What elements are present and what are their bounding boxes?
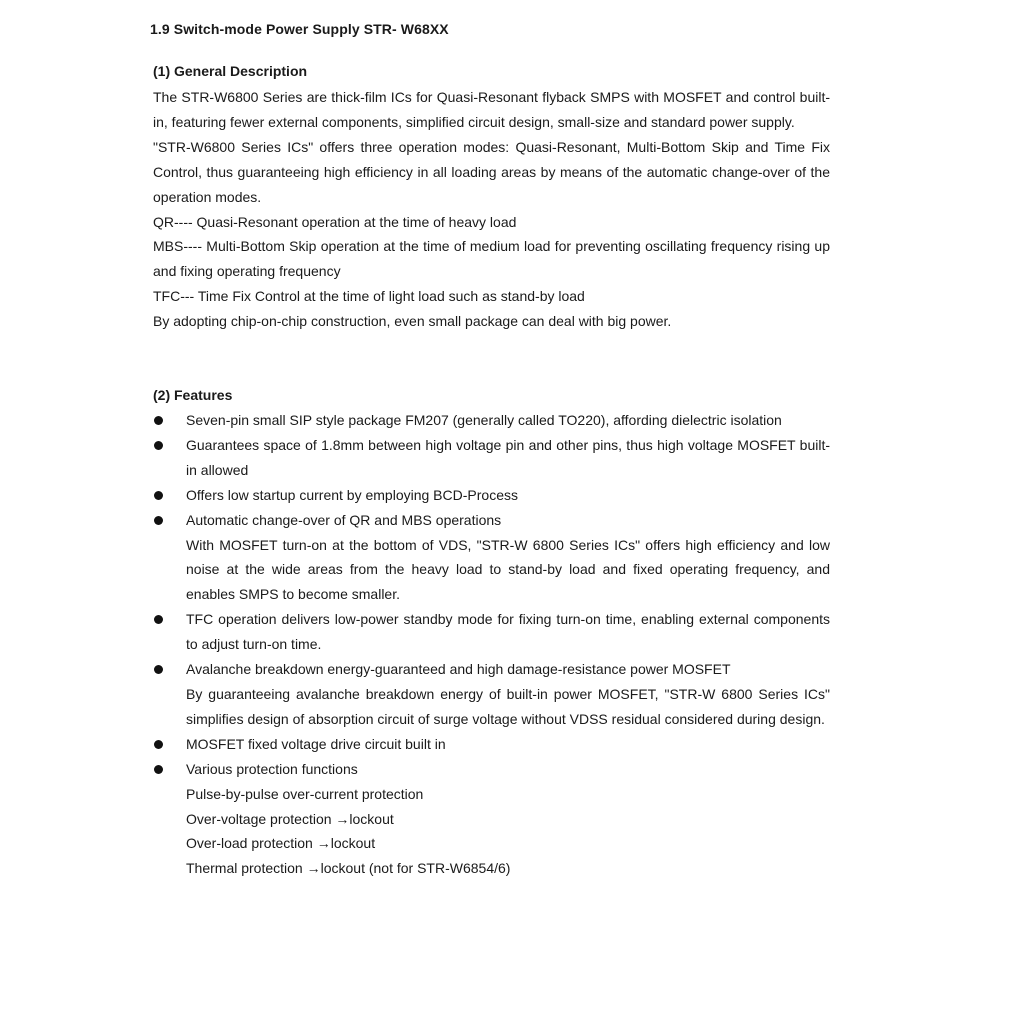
bullet-icon: [154, 516, 163, 525]
feature-item: [153, 483, 830, 508]
bullet-icon: [154, 665, 163, 674]
feature-text: Seven-pin small SIP style package FM207 (generally called TO220), affording dielectric isolation: [186, 412, 782, 428]
bullet-icon: [154, 441, 163, 450]
feature-text: Automatic change-over of QR and MBS operations: [186, 511, 502, 528]
paragraph-mbs-mode: MBS---- Multi-Bottom Skip operation at the time of medium load for preventing oscillating frequency rising up and fixing operating frequency: [153, 238, 830, 280]
bullet-icon: [154, 416, 163, 425]
paragraph-operation-modes: "STR-W6800 Series ICs" offers three operation modes: Quasi-Resonant, Multi-Bottom Skip and Time Fix Control, thus guaranteeing high efficiency in all loading areas by means of the automatic change-over of the operation modes.: [153, 138, 830, 205]
page-title: 1.9 Switch-mode Power Supply STR- W68XX: [150, 21, 449, 37]
feature-item: [153, 732, 830, 757]
features-list: [153, 408, 830, 881]
bullet-icon: [154, 740, 163, 749]
feature-text: Guarantees space of 1.8mm between high voltage pin and other pins, thus high voltage MOSFET built-in allowed: [186, 436, 830, 478]
feature-text: Various protection functions: [186, 760, 358, 777]
bullet-icon: [154, 765, 163, 774]
section-heading-general-description: (1) General Description: [153, 63, 308, 79]
feature-text: TFC operation delivers low-power standby mode for fixing turn-on time, enabling external components to adjust turn-on time.: [186, 611, 830, 653]
feature-item: [153, 408, 830, 433]
paragraph-overview: The STR-W6800 Series are thick-film ICs for Quasi-Resonant flyback SMPS with MOSFET and control built-in, featuring fewer external components, simplified circuit design, small-size and standard power supply.: [153, 89, 830, 130]
feature-detail: With MOSFET turn-on at the bottom of VDS, "STR-W 6800 Series ICs" offers high efficiency and low noise at the wide areas from the heavy load to stand-by load and fixed operating frequency, and enables SMPS to become smaller.: [186, 536, 830, 603]
section-heading-features: (2) Features: [153, 387, 233, 403]
feature-item: [153, 657, 830, 732]
feature-item: [153, 433, 830, 483]
paragraph-qr-mode: QR---- Quasi-Resonant operation at the time of heavy load: [153, 213, 517, 230]
paragraph-chip-on-chip: By adopting chip-on-chip construction, even small package can deal with big power.: [153, 313, 672, 330]
bullet-icon: [154, 615, 163, 624]
protection-item: Over-voltage protection →lockout: [186, 810, 394, 827]
feature-item: [153, 757, 830, 882]
feature-text: Offers low startup current by employing BCD-Process: [186, 486, 518, 503]
feature-text: MOSFET fixed voltage drive circuit built in: [186, 735, 446, 752]
feature-item: [153, 607, 830, 657]
feature-item: [153, 508, 830, 608]
protection-item: Over-load protection →lockout: [186, 835, 376, 852]
bullet-icon: [154, 491, 163, 500]
feature-detail: By guaranteeing avalanche breakdown energy of built-in power MOSFET, "STR-W 6800 Series ICs" simplifies design of absorption circuit of surge voltage without VDSS residual considered during design.: [186, 685, 830, 727]
protection-item: Thermal protection →lockout (not for STR-W6854/6): [186, 860, 511, 877]
protection-item: Pulse-by-pulse over-current protection: [186, 785, 424, 802]
feature-text: Avalanche breakdown energy-guaranteed and high damage-resistance power MOSFET: [186, 661, 731, 678]
general-description-body: [153, 85, 830, 334]
paragraph-tfc-mode: TFC--- Time Fix Control at the time of light load such as stand-by load: [153, 288, 585, 305]
